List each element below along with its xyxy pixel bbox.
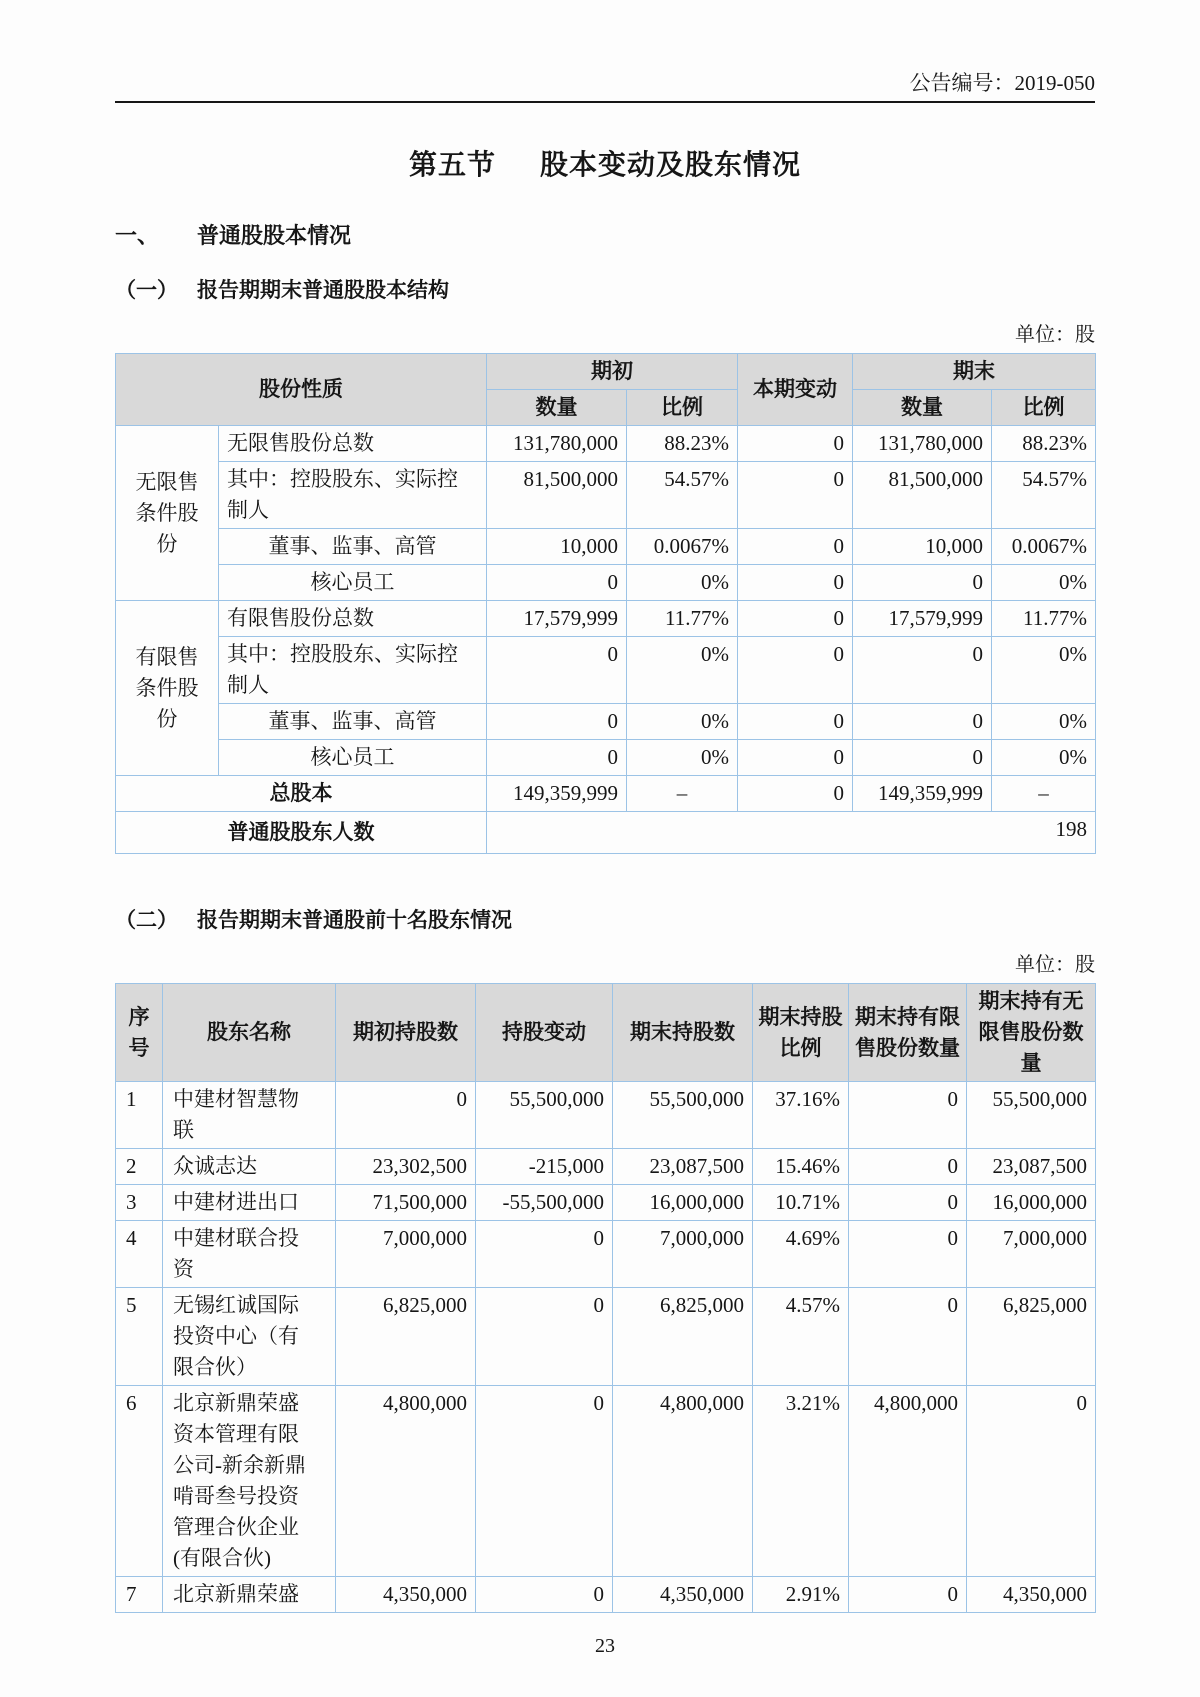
col-header-period-change: 本期变动 <box>738 354 853 426</box>
cell-begin-qty: 17,579,999 <box>487 601 627 637</box>
col-header-ending: 期末 <box>853 354 1096 390</box>
table-row <box>116 601 1096 637</box>
group-label-unrestricted: 无限售条件股份 <box>116 426 219 601</box>
cell-begin-shares: 4,800,000 <box>336 1386 476 1577</box>
cell-shareholder-name: 中建材联合投资 <box>163 1221 336 1288</box>
cell-seq: 1 <box>116 1082 163 1149</box>
col-header-end-quantity: 数量 <box>853 390 992 426</box>
cell-change: 0 <box>738 529 853 565</box>
cell-end-unrestricted: 16,000,000 <box>967 1185 1096 1221</box>
table-row <box>116 637 1096 704</box>
shareholder-row <box>116 1082 1096 1149</box>
cell-begin-ratio: 0% <box>627 740 738 776</box>
table-row <box>116 704 1096 740</box>
cell-end-unrestricted: 23,087,500 <box>967 1149 1096 1185</box>
section-one-title: 普通股股本情况 <box>197 223 352 248</box>
row-label: 其中：控股股东、实际控制人 <box>219 637 487 704</box>
cell-shareholder-name: 北京新鼎荣盛 <box>163 1577 336 1613</box>
cell-begin-shares: 4,350,000 <box>336 1577 476 1613</box>
cell-seq: 5 <box>116 1288 163 1386</box>
cell-end-unrestricted: 55,500,000 <box>967 1082 1096 1149</box>
cell-change: 0 <box>738 704 853 740</box>
cell-begin-shares: 71,500,000 <box>336 1185 476 1221</box>
cell-begin-qty: 0 <box>487 740 627 776</box>
cell-begin-ratio: – <box>627 776 738 812</box>
cell-begin-ratio: 88.23% <box>627 426 738 462</box>
cell-end-qty: 0 <box>853 565 992 601</box>
cell-share-change: 0 <box>476 1221 613 1288</box>
cell-end-restricted: 0 <box>849 1185 967 1221</box>
cell-end-qty: 17,579,999 <box>853 601 992 637</box>
cell-end-ratio: 0% <box>992 565 1096 601</box>
cell-end-unrestricted: 0 <box>967 1386 1096 1577</box>
shareholder-row <box>116 1386 1096 1577</box>
cell-end-shares: 55,500,000 <box>613 1082 753 1149</box>
cell-begin-ratio: 11.77% <box>627 601 738 637</box>
table-row <box>116 565 1096 601</box>
col-header-begin-ratio: 比例 <box>627 390 738 426</box>
cell-end-shares: 7,000,000 <box>613 1221 753 1288</box>
cell-shareholder-name: 无锡红诚国际投资中心（有限合伙） <box>163 1288 336 1386</box>
unit-label-table1: 单位：股 <box>1015 324 1095 346</box>
cell-change: 0 <box>738 776 853 812</box>
cell-end-unrestricted: 6,825,000 <box>967 1288 1096 1386</box>
col-header-seq: 序号 <box>116 984 163 1082</box>
cell-end-restricted: 0 <box>849 1149 967 1185</box>
row-label: 其中：控股股东、实际控制人 <box>219 462 487 529</box>
cell-change: 0 <box>738 426 853 462</box>
shareholder-row <box>116 1288 1096 1386</box>
table1-header-row-1 <box>116 354 1096 390</box>
cell-end-ratio: 4.69% <box>753 1221 849 1288</box>
cell-share-change: 0 <box>476 1288 613 1386</box>
cell-end-ratio: 37.16% <box>753 1082 849 1149</box>
cell-begin-qty: 81,500,000 <box>487 462 627 529</box>
cell-end-shares: 16,000,000 <box>613 1185 753 1221</box>
subsection-heading-one-one <box>115 274 1095 304</box>
cell-end-restricted: 0 <box>849 1082 967 1149</box>
cell-share-change: 0 <box>476 1577 613 1613</box>
cell-begin-qty: 10,000 <box>487 529 627 565</box>
subsection-one-two-title: 报告期期末普通股前十名股东情况 <box>197 909 512 932</box>
cell-end-qty: 10,000 <box>853 529 992 565</box>
col-header-begin-shares: 期初持股数 <box>336 984 476 1082</box>
shareholder-row <box>116 1577 1096 1613</box>
cell-end-unrestricted: 7,000,000 <box>967 1221 1096 1288</box>
cell-shareholder-name: 中建材智慧物联 <box>163 1082 336 1149</box>
cell-end-ratio: – <box>992 776 1096 812</box>
shareholder-row <box>116 1149 1096 1185</box>
share-structure-table <box>115 353 1096 854</box>
top-shareholders-table <box>115 983 1096 1613</box>
cell-shareholder-name: 众诚志达 <box>163 1149 336 1185</box>
shareholder-count-value: 198 <box>487 812 1096 854</box>
col-header-share-nature: 股份性质 <box>116 354 487 426</box>
cell-end-ratio: 88.23% <box>992 426 1096 462</box>
cell-begin-shares: 23,302,500 <box>336 1149 476 1185</box>
unit-label-table2: 单位：股 <box>1015 954 1095 976</box>
cell-seq: 4 <box>116 1221 163 1288</box>
cell-begin-qty: 149,359,999 <box>487 776 627 812</box>
cell-end-ratio: 0% <box>992 740 1096 776</box>
cell-shareholder-name: 北京新鼎荣盛资本管理有限公司-新余新鼎啃哥叁号投资管理合伙企业(有限合伙) <box>163 1386 336 1577</box>
cell-seq: 6 <box>116 1386 163 1577</box>
group-label-restricted: 有限售条件股份 <box>116 601 219 776</box>
cell-change: 0 <box>738 462 853 529</box>
col-header-beginning: 期初 <box>487 354 738 390</box>
cell-end-ratio: 0% <box>992 704 1096 740</box>
cell-seq: 3 <box>116 1185 163 1221</box>
cell-begin-shares: 6,825,000 <box>336 1288 476 1386</box>
cell-end-shares: 6,825,000 <box>613 1288 753 1386</box>
cell-begin-shares: 0 <box>336 1082 476 1149</box>
document-title <box>115 143 1095 183</box>
cell-end-restricted: 0 <box>849 1221 967 1288</box>
cell-change: 0 <box>738 601 853 637</box>
col-header-end-unrestricted: 期末持有无限售股份数量 <box>967 984 1096 1082</box>
document-title-chapter: 第五节 <box>408 149 496 180</box>
announcement-number: 公告编号：2019-050 <box>909 71 1095 95</box>
cell-end-ratio: 11.77% <box>992 601 1096 637</box>
col-header-end-ratio: 比例 <box>992 390 1096 426</box>
document-title-text: 股本变动及股东情况 <box>540 149 802 180</box>
total-row <box>116 776 1096 812</box>
section-heading-one <box>115 219 1095 250</box>
cell-begin-qty: 0 <box>487 637 627 704</box>
cell-share-change: 55,500,000 <box>476 1082 613 1149</box>
cell-end-qty: 0 <box>853 637 992 704</box>
row-label: 董事、监事、高管 <box>219 704 487 740</box>
cell-share-change: 0 <box>476 1386 613 1577</box>
subsection-one-two-number: （二） <box>115 909 178 932</box>
subsection-heading-one-two <box>115 904 1095 934</box>
cell-end-restricted: 0 <box>849 1288 967 1386</box>
cell-end-shares: 23,087,500 <box>613 1149 753 1185</box>
cell-end-ratio: 15.46% <box>753 1149 849 1185</box>
shareholder-row <box>116 1221 1096 1288</box>
shareholder-count-row <box>116 812 1096 854</box>
row-label: 无限售股份总数 <box>219 426 487 462</box>
cell-begin-qty: 0 <box>487 704 627 740</box>
row-label: 核心员工 <box>219 740 487 776</box>
cell-share-change: -215,000 <box>476 1149 613 1185</box>
row-label: 有限售股份总数 <box>219 601 487 637</box>
cell-begin-ratio: 0.0067% <box>627 529 738 565</box>
cell-end-ratio: 10.71% <box>753 1185 849 1221</box>
cell-share-change: -55,500,000 <box>476 1185 613 1221</box>
cell-end-qty: 0 <box>853 704 992 740</box>
cell-end-shares: 4,800,000 <box>613 1386 753 1577</box>
cell-end-qty: 0 <box>853 740 992 776</box>
cell-shareholder-name: 中建材进出口 <box>163 1185 336 1221</box>
total-share-capital-label: 总股本 <box>116 776 487 812</box>
cell-end-qty: 131,780,000 <box>853 426 992 462</box>
cell-change: 0 <box>738 740 853 776</box>
cell-end-shares: 4,350,000 <box>613 1577 753 1613</box>
cell-begin-ratio: 0% <box>627 637 738 704</box>
cell-end-ratio: 2.91% <box>753 1577 849 1613</box>
table-row <box>116 740 1096 776</box>
table-row <box>116 529 1096 565</box>
cell-end-unrestricted: 4,350,000 <box>967 1577 1096 1613</box>
table-row <box>116 426 1096 462</box>
shareholder-row <box>116 1185 1096 1221</box>
cell-end-ratio: 4.57% <box>753 1288 849 1386</box>
cell-begin-shares: 7,000,000 <box>336 1221 476 1288</box>
cell-end-ratio: 54.57% <box>992 462 1096 529</box>
row-label: 董事、监事、高管 <box>219 529 487 565</box>
col-header-end-ratio: 期末持股比例 <box>753 984 849 1082</box>
header-divider-rule <box>115 101 1095 103</box>
cell-end-qty: 149,359,999 <box>853 776 992 812</box>
section-one-number: 一、 <box>115 223 160 248</box>
cell-begin-qty: 131,780,000 <box>487 426 627 462</box>
cell-end-qty: 81,500,000 <box>853 462 992 529</box>
cell-end-restricted: 0 <box>849 1577 967 1613</box>
cell-change: 0 <box>738 637 853 704</box>
subsection-one-one-title: 报告期期末普通股股本结构 <box>197 279 449 302</box>
cell-begin-ratio: 0% <box>627 565 738 601</box>
table2-header-row <box>116 984 1096 1082</box>
col-header-share-change: 持股变动 <box>476 984 613 1082</box>
table-row <box>116 462 1096 529</box>
col-header-end-restricted: 期末持有限售股份数量 <box>849 984 967 1082</box>
cell-begin-ratio: 54.57% <box>627 462 738 529</box>
cell-end-ratio: 0.0067% <box>992 529 1096 565</box>
cell-begin-ratio: 0% <box>627 704 738 740</box>
cell-seq: 7 <box>116 1577 163 1613</box>
page-number: 23 <box>595 1635 615 1657</box>
cell-begin-qty: 0 <box>487 565 627 601</box>
cell-end-ratio: 0% <box>992 637 1096 704</box>
row-label: 核心员工 <box>219 565 487 601</box>
col-header-begin-quantity: 数量 <box>487 390 627 426</box>
col-header-end-shares: 期末持股数 <box>613 984 753 1082</box>
cell-change: 0 <box>738 565 853 601</box>
subsection-one-one-number: （一） <box>115 279 178 302</box>
col-header-shareholder-name: 股东名称 <box>163 984 336 1082</box>
page-content <box>115 0 1095 1658</box>
cell-end-restricted: 4,800,000 <box>849 1386 967 1577</box>
cell-end-ratio: 3.21% <box>753 1386 849 1577</box>
cell-seq: 2 <box>116 1149 163 1185</box>
shareholder-count-label: 普通股股东人数 <box>116 812 487 854</box>
